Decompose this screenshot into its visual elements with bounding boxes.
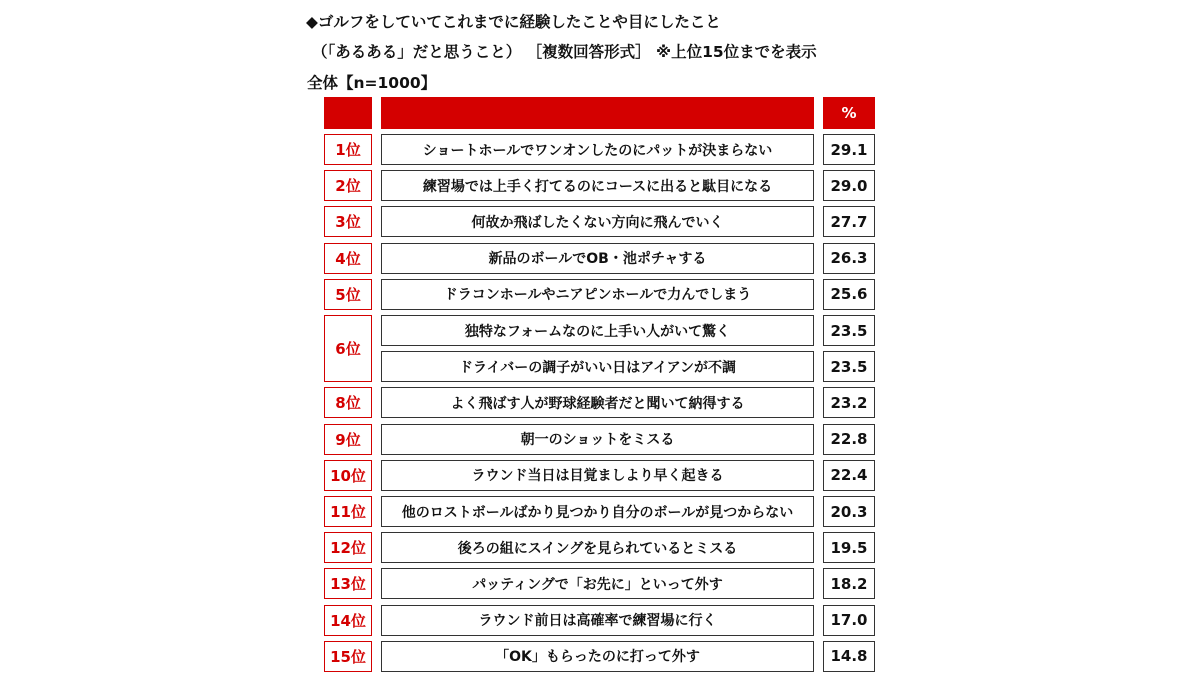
rank-cell: 15位	[324, 641, 372, 672]
rank-cell: 9位	[324, 424, 372, 455]
sample-size-label: 全体【n=1000】	[307, 74, 437, 92]
item-cell: 他のロストボールばかり見つかり自分のボールが見つからない	[381, 496, 814, 527]
header-item-cell	[381, 97, 814, 129]
item-cell: 「OK」もらったのに打って外す	[381, 641, 814, 672]
item-cell: 何故か飛ばしたくない方向に飛んでいく	[381, 206, 814, 237]
item-cell: ドラコンホールやニアピンホールで力んでしまう	[381, 279, 814, 310]
item-cell: 朝一のショットをミスる	[381, 424, 814, 455]
item-cell: 後ろの組にスイングを見られているとミスる	[381, 532, 814, 563]
rank-cell: 13位	[324, 568, 372, 599]
rank-cell: 1位	[324, 134, 372, 165]
item-cell: ラウンド当日は目覚ましより早く起きる	[381, 460, 814, 491]
chart-subtitle: （「あるある」だと思うこと） ［複数回答形式］ ※上位15位までを表示	[312, 43, 817, 61]
item-cell: 新品のボールでOB・池ポチャする	[381, 243, 814, 274]
header-percent-cell: %	[823, 97, 875, 129]
value-cell: 23.5	[823, 315, 875, 346]
value-cell: 17.0	[823, 605, 875, 636]
rank-cell: 2位	[324, 170, 372, 201]
item-cell: よく飛ばす人が野球経験者だと聞いて納得する	[381, 387, 814, 418]
value-cell: 26.3	[823, 243, 875, 274]
value-cell: 18.2	[823, 568, 875, 599]
rank-cell: 3位	[324, 206, 372, 237]
rank-cell: 8位	[324, 387, 372, 418]
value-cell: 23.2	[823, 387, 875, 418]
item-cell: 独特なフォームなのに上手い人がいて驚く	[381, 315, 814, 346]
rank-cell: 12位	[324, 532, 372, 563]
chart-title: ◆ゴルフをしていてこれまでに経験したことや目にしたこと	[306, 13, 721, 31]
value-cell: 14.8	[823, 641, 875, 672]
value-cell: 29.0	[823, 170, 875, 201]
item-cell: ドライバーの調子がいい日はアイアンが不調	[381, 351, 814, 382]
value-cell: 22.8	[823, 424, 875, 455]
rank-cell: 10位	[324, 460, 372, 491]
rank-cell: 11位	[324, 496, 372, 527]
value-cell: 22.4	[823, 460, 875, 491]
rank-cell: 14位	[324, 605, 372, 636]
item-cell: パッティングで「お先に」といって外す	[381, 568, 814, 599]
value-cell: 23.5	[823, 351, 875, 382]
header-rank-cell	[324, 97, 372, 129]
value-cell: 29.1	[823, 134, 875, 165]
rank-cell: 6位	[324, 315, 372, 382]
value-cell: 19.5	[823, 532, 875, 563]
value-cell: 20.3	[823, 496, 875, 527]
item-cell: ショートホールでワンオンしたのにパットが決まらない	[381, 134, 814, 165]
item-cell: 練習場では上手く打てるのにコースに出ると駄目になる	[381, 170, 814, 201]
rank-cell: 4位	[324, 243, 372, 274]
item-cell: ラウンド前日は高確率で練習場に行く	[381, 605, 814, 636]
value-cell: 27.7	[823, 206, 875, 237]
rank-cell: 5位	[324, 279, 372, 310]
value-cell: 25.6	[823, 279, 875, 310]
